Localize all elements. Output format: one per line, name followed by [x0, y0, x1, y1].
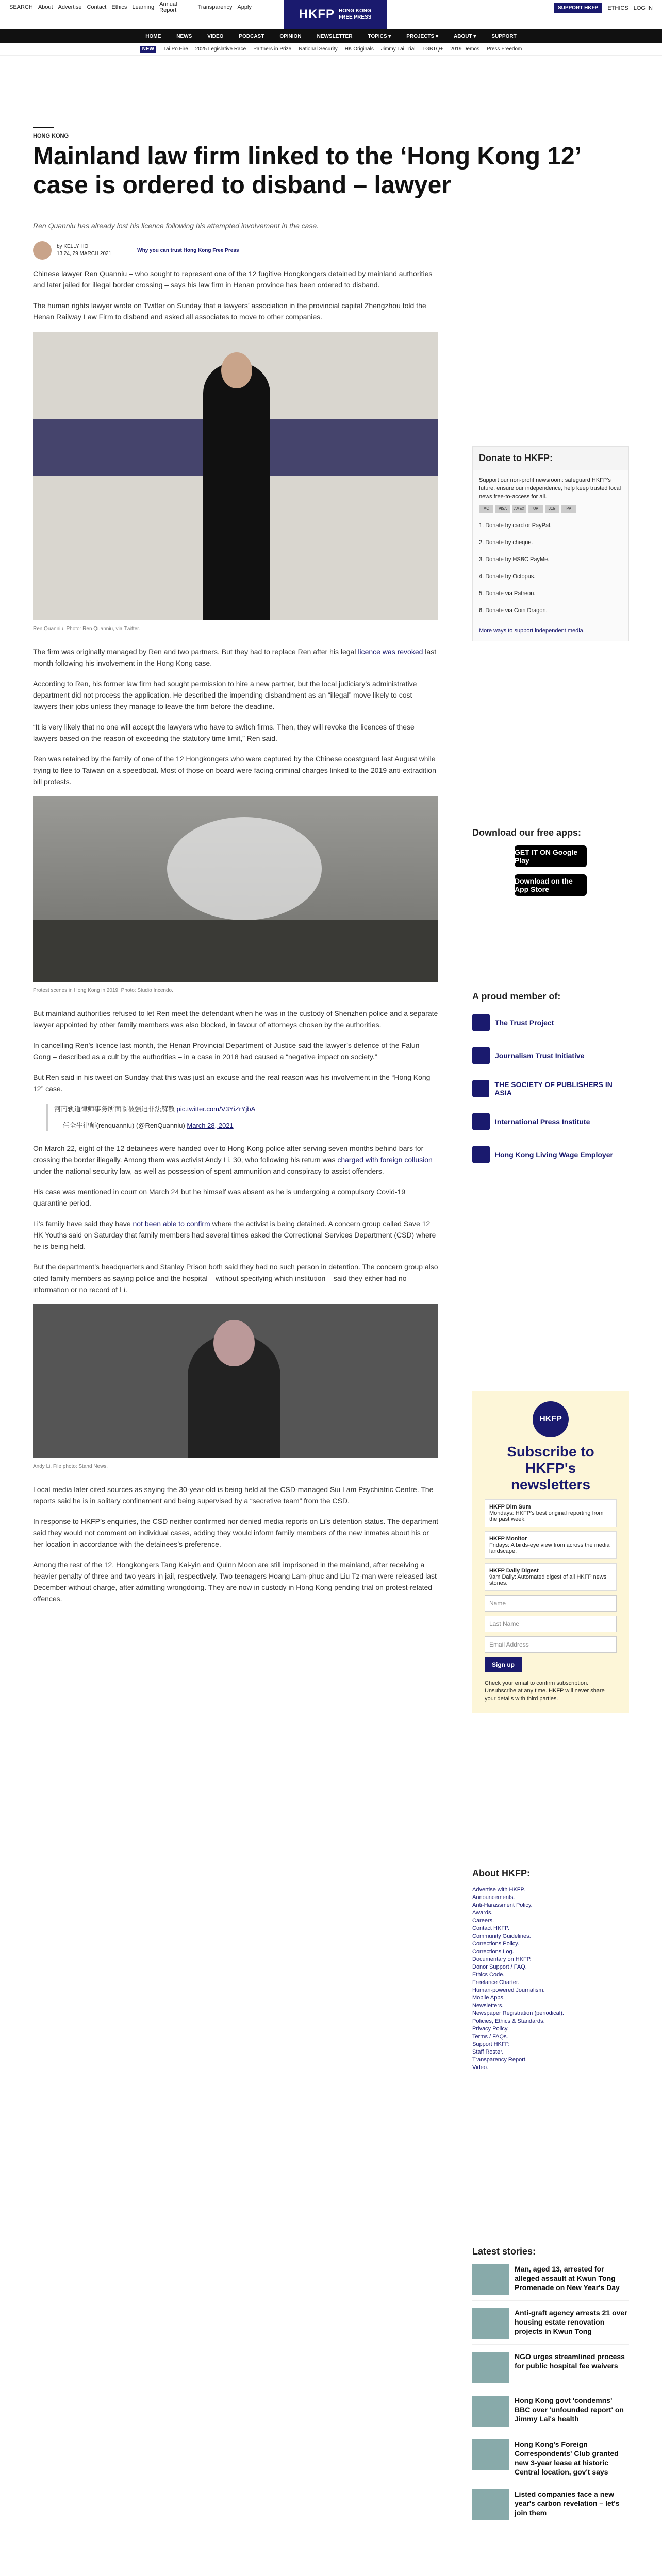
card-icon: VISA: [495, 505, 510, 513]
story-thumbnail: [472, 2439, 509, 2470]
paragraph: Local media later cited sources as saying the 30-year-old is being held at the CSD-managed Siu Lam Psychiatric Centre. The reports said he is in solitary confinement and being supervised by a “secretive team” from the CSD.: [33, 1485, 434, 1505]
more-ways-link[interactable]: More ways to support independent media.: [479, 628, 585, 634]
newsletter-option[interactable]: HKFP Daily Digest 9am Daily: Automated digest of all HKFP news stories.: [485, 1563, 617, 1591]
about-link[interactable]: Video.: [472, 2064, 488, 2071]
story-thumbnail: [472, 2396, 509, 2427]
newsletter-note: Check your email to confirm subscription. Unsubscribe at any time. HKFP will never share your details with third parties.: [485, 1680, 605, 1702]
topbar-link-search[interactable]: SEARCH: [9, 4, 33, 10]
photo-ren-quanniu: [33, 332, 438, 620]
latest-story[interactable]: Listed companies face a new year's carbon revelation – let's join them: [472, 2489, 629, 2526]
ipi-icon: [472, 1113, 490, 1130]
latest-title: Latest stories:: [472, 2246, 536, 2257]
nav-newsletter[interactable]: NEWSLETTER: [317, 33, 353, 39]
topbar-link-apply[interactable]: Apply: [237, 4, 252, 10]
google-play-button[interactable]: GET IT ON Google Play: [515, 845, 587, 867]
card-icon: UP: [528, 505, 543, 513]
about-link[interactable]: Human-powered Journalism.: [472, 1987, 545, 1993]
apps-box: [472, 827, 629, 903]
email-field[interactable]: Email Address: [485, 1636, 617, 1653]
topbar-link-ethics[interactable]: Ethics: [111, 4, 127, 10]
main-nav: [0, 29, 662, 43]
donate-option[interactable]: 3. Donate by HSBC PayMe.: [479, 551, 622, 568]
trending-link[interactable]: Press Freedom: [486, 46, 522, 52]
latest-story[interactable]: Man, aged 13, arrested for alleged assault at Kwun Tong Promenade on New Year's Day: [472, 2264, 629, 2301]
author-avatar: [33, 241, 52, 260]
member-logo[interactable]: THE SOCIETY OF PUBLISHERS IN ASIA: [472, 1076, 629, 1101]
byline-meta: [57, 243, 111, 258]
topbar-link-annual-report[interactable]: Annual Report: [159, 1, 177, 13]
donate-option[interactable]: 4. Donate by Octopus.: [479, 568, 622, 585]
about-link[interactable]: Community Guidelines.: [472, 1933, 531, 1939]
topbar-link-ethics-right[interactable]: ETHICS: [607, 5, 628, 11]
paragraph: In cancelling Ren’s licence last month, the Henan Provincial Department of Justice said the lawyer’s defence of the Falun Gong – described as a cult by the authorities – in a case in 2018 had caused a “negative impact on society.”: [33, 1041, 420, 1061]
paragraph: On March 22, eight of the 12 detainees were handed over to Hong Kong police after serving seven months behind bars for crossing the border illegally. Among them was activist Andy Li, 30, who following his return was charged with foreign collusion under the national security law, as well as possession of spent ammunition and conspiracy to assist offenders.: [33, 1144, 433, 1175]
card-icon: JCB: [545, 505, 559, 513]
byline: [33, 241, 445, 260]
story-thumbnail: [472, 2352, 509, 2383]
living-wage-icon: [472, 1146, 490, 1163]
paragraph: The firm was originally managed by Ren and two partners. But they had to replace Ren after his legal licence was revoked last month following his involvement in the Hong Kong case.: [33, 648, 437, 667]
card-icon: MC: [479, 505, 493, 513]
about-link[interactable]: Newspaper Registration (periodical).: [472, 2010, 564, 2016]
about-link[interactable]: Newsletters.: [472, 2003, 504, 2009]
sopa-icon: [472, 1080, 489, 1097]
trending-link[interactable]: LGBTQ+: [422, 46, 443, 52]
trending-link[interactable]: Tai Po Fire: [163, 46, 188, 52]
paragraph: Ren was retained by the family of one of the 12 Hongkongers who were captured by the Chinese coastguard last August while trying to flee to Taiwan on a speedboat. Most of those on board were facing criminal charges linked to the 2019 anti-extradition bill protests.: [33, 755, 436, 786]
donate-option[interactable]: 6. Donate via Coin Dragon.: [479, 602, 622, 619]
card-icon: PP: [561, 505, 576, 513]
about-link[interactable]: Policies, Ethics & Standards.: [472, 2018, 545, 2024]
trending-link[interactable]: 2019 Demos: [450, 46, 479, 52]
member-logo[interactable]: Journalism Trust Initiative: [472, 1043, 629, 1068]
member-logo[interactable]: Hong Kong Living Wage Employer: [472, 1142, 629, 1167]
topbar-link-learning[interactable]: Learning: [132, 4, 155, 10]
paragraph: But mainland authorities refused to let Ren meet the defendant when he was in the custody of Shenzhen police and a separate lawyer appointed by other family members was also blocked, in favour of attorneys chosen by the authorities.: [33, 1009, 438, 1029]
trending-bar: [0, 43, 662, 56]
about-link[interactable]: Corrections Policy.: [472, 1941, 519, 1947]
newsletter-logo: HKFP: [533, 1401, 569, 1437]
about-link[interactable]: Privacy Policy.: [472, 2026, 509, 2032]
donate-box: [472, 446, 629, 641]
donate-option[interactable]: 2. Donate by cheque.: [479, 534, 622, 551]
about-link[interactable]: Documentary on HKFP.: [472, 1956, 532, 1962]
story-thumbnail: [472, 2489, 509, 2520]
divider: [33, 127, 54, 128]
donate-text[interactable]: Support our non-profit newsroom: safeguard HKFP's future, ensure our independence, help keep trusted local news free-to-access for all.: [479, 477, 621, 500]
card-icon: AMEX: [512, 505, 526, 513]
topbar-link-about[interactable]: About: [38, 4, 53, 10]
nav-opinion[interactable]: OPINION: [279, 33, 302, 39]
licence-link[interactable]: licence was revoked: [358, 648, 423, 656]
about-link[interactable]: Corrections Log.: [472, 1948, 514, 1955]
topbar-link-contact[interactable]: Contact: [87, 4, 107, 10]
donate-title: Donate to HKFP:: [473, 447, 628, 470]
trending-link[interactable]: 2025 Legislative Race: [195, 46, 246, 52]
about-link[interactable]: Transparency Report.: [472, 2057, 527, 2063]
nav-about[interactable]: ABOUT ▾: [454, 33, 476, 39]
nav-video[interactable]: VIDEO: [207, 33, 224, 39]
about-link[interactable]: Support HKFP.: [472, 2041, 510, 2047]
about-link[interactable]: Mobile Apps.: [472, 1995, 505, 2001]
new-badge: NEW: [140, 46, 156, 53]
photo-caption: Protest scenes in Hong Kong in 2019. Photo: Studio Incendo.: [33, 988, 173, 993]
newsletter-title: Subscribe to HKFP's newsletters: [507, 1444, 594, 1493]
signup-button[interactable]: Sign up: [485, 1657, 522, 1672]
trending-link[interactable]: National Security: [299, 46, 338, 52]
payment-cards: [479, 505, 622, 513]
foreign-collusion-link[interactable]: charged with foreign collusion: [337, 1156, 433, 1164]
story-thumbnail: [472, 2264, 509, 2295]
nav-projects[interactable]: PROJECTS ▾: [406, 33, 438, 39]
member-logo[interactable]: The Trust Project: [472, 1010, 629, 1035]
paragraph: But Ren said in his tweet on Sunday that this was just an excuse and the real reason was his involvement in the “Hong Kong 12” case.: [33, 1073, 431, 1093]
newsletter-option[interactable]: HKFP Monitor Fridays: A birds-eye view from across the media landscape.: [485, 1531, 617, 1559]
embedded-tweet: [46, 1104, 438, 1131]
about-link[interactable]: Advertise with HKFP.: [472, 1887, 525, 1893]
donate-option[interactable]: 5. Donate via Patreon.: [479, 585, 622, 602]
about-link[interactable]: Anti-Harassment Policy.: [472, 1902, 533, 1908]
newsletter-option[interactable]: HKFP Dim Sum Mondays: HKFP's best original reporting from the past week.: [485, 1499, 617, 1527]
paragraph: “It is very likely that no one will accept the lawyers who have to switch firms. Then, they will revoke the licences of these lawyers based on the reason of exceeding the statutory time limit,” Ren said.: [33, 723, 415, 742]
trust-project-icon: [472, 1014, 490, 1031]
donate-option[interactable]: 1. Donate by card or PayPal.: [479, 517, 622, 534]
category-tag[interactable]: HONG KONG: [33, 133, 69, 139]
nav-topics[interactable]: TOPICS ▾: [368, 33, 391, 39]
publish-date: 13:24, 29 MARCH 2021: [57, 251, 112, 257]
about-link[interactable]: Awards.: [472, 1910, 493, 1916]
jti-icon: [472, 1047, 490, 1064]
about-list: [472, 1886, 629, 2072]
trending-link[interactable]: Jimmy Lai Trial: [380, 46, 416, 52]
support-hkfp-button[interactable]: SUPPORT HKFP: [554, 3, 602, 13]
topbar-link-advertise[interactable]: Advertise: [58, 4, 82, 10]
photo-caption: Andy Li. File photo: Stand News.: [33, 1464, 108, 1469]
article-body: [33, 268, 438, 1614]
trust-link[interactable]: Why you can trust Hong Kong Free Press: [137, 247, 239, 253]
latest-story[interactable]: Anti-graft agency arrests 21 over housing estate renovation projects in Kwun Tong: [472, 2308, 629, 2345]
topbar-link-transparency[interactable]: Transparency: [197, 4, 233, 10]
author-name[interactable]: by KELLY HO: [57, 244, 89, 249]
photo-caption: Ren Quanniu. Photo: Ren Quanniu, via Twitter.: [33, 626, 140, 632]
about-link[interactable]: Staff Roster.: [472, 2049, 504, 2055]
tweet-text: 河南轨道律师事务所面临被强迫非法解散: [54, 1105, 175, 1113]
not-confirm-link[interactable]: not been able to confirm: [133, 1219, 210, 1228]
tweet-date-link[interactable]: March 28, 2021: [187, 1122, 234, 1129]
about-link[interactable]: Contact HKFP.: [472, 1925, 509, 1931]
paragraph: Among the rest of the 12, Hongkongers Tang Kai-yin and Quinn Moon are still imprisoned in the mainland, after receiving a heavier penalty of three and two years in jail, respectively. Two teenagers Hoang Lam-phuc and Liu Tz-man were released last December without charge, after admitting wrongdoing. They are now in custody in Hong Kong pending trial on protest-related offences.: [33, 1561, 437, 1603]
tweet-pic-link[interactable]: pic.twitter.com/V3YiZrYjbA: [176, 1105, 256, 1113]
about-link[interactable]: Donor Support / FAQ.: [472, 1964, 527, 1970]
nav-home[interactable]: HOME: [145, 33, 161, 39]
app-store-button[interactable]: Download on the App Store: [515, 874, 587, 896]
photo-andy-li: [33, 1304, 438, 1458]
paragraph: In response to HKFP’s enquiries, the CSD neither confirmed nor denied media reports on Li’s detention status. The department said they would not comment on individual cases, adding they would inform family members of the new inmates about his or her location in accordance with the detainees’s preference.: [33, 1517, 438, 1548]
about-link[interactable]: Ethics Code.: [472, 1972, 505, 1978]
member-logo[interactable]: International Press Institute: [472, 1109, 629, 1134]
about-title: About HKFP:: [472, 1868, 530, 1878]
about-link[interactable]: Announcements.: [472, 1894, 515, 1901]
apps-title: Download our free apps:: [472, 827, 582, 838]
name-field[interactable]: Name: [485, 1595, 617, 1612]
last-name-field[interactable]: Last Name: [485, 1616, 617, 1632]
paragraph: Li’s family have said they have not been able to confirm where the activist is being detained. A concern group called Save 12 HK Youths said on Saturday that family members had several times asked the Correctional Services Department (CSD) where he is being held.: [33, 1219, 436, 1250]
nav-news[interactable]: NEWS: [176, 33, 192, 39]
membership-box: [472, 991, 629, 1167]
newsletter-box: [472, 1391, 629, 1713]
latest-story[interactable]: Hong Kong govt 'condemns' BBC over 'unfounded report' on Jimmy Lai's health: [472, 2396, 629, 2432]
logo-mark: HKFP: [299, 7, 335, 21]
proud-title: A proud member of:: [472, 991, 561, 1002]
login-link[interactable]: LOG IN: [633, 5, 653, 11]
site-logo[interactable]: [284, 0, 387, 29]
trending-link[interactable]: HK Originals: [344, 46, 374, 52]
about-link[interactable]: Careers.: [472, 1918, 494, 1924]
nav-podcast[interactable]: PODCAST: [239, 33, 264, 39]
latest-stories: [472, 2246, 629, 2526]
latest-story[interactable]: NGO urges streamlined process for public hospital fee waivers: [472, 2352, 629, 2388]
paragraph: The human rights lawyer wrote on Twitter on Sunday that a lawyers’ association in the provincial capital Zhengzhou told the Henan Railway Law Firm to disband and asked all associates to move to other companies.: [33, 301, 426, 321]
paragraph: Chinese lawyer Ren Quanniu – who sought to represent one of the 12 fugitive Hongkongers detained by mainland authorities and later jailed for illegal border crossing – says his law firm in Henan province has been ordered to disband.: [33, 269, 433, 289]
nav-support[interactable]: SUPPORT: [491, 33, 517, 39]
about-link[interactable]: Freelance Charter.: [472, 1979, 520, 1986]
about-link[interactable]: Terms / FAQs.: [472, 2033, 508, 2040]
about-box: [472, 1868, 629, 2072]
article-lead: Ren Quanniu has already lost his licence following his attempted involvement in the case.: [33, 222, 319, 230]
latest-story[interactable]: Hong Kong's Foreign Correspondents' Club granted new 3-year lease at historic Central location, gov't says: [472, 2439, 629, 2482]
paragraph: According to Ren, his former law firm had sought permission to hire a new partner, but the local judiciary’s administrative department did not process the application. He described the impending disbandment as an “illegal” move likely to cost lawyers their jobs unless they manage to leave the firm before the deadline.: [33, 680, 417, 710]
tweet-author: — 任全牛律师(renquanniu) (@RenQuanniu): [54, 1122, 185, 1129]
photo-protest: [33, 796, 438, 982]
paragraph: But the department’s headquarters and Stanley Prison both said they had no such person in detention. The concern group also cited family members as saying police and the hospital – without specifying which institution – said they either had no information or no record of Li.: [33, 1263, 438, 1294]
article-title: Mainland law firm linked to the ‘Hong Kong 12’ case is ordered to disband – lawyer: [33, 143, 581, 199]
story-thumbnail: [472, 2308, 509, 2339]
paragraph: His case was mentioned in court on March 24 but he himself was absent as he is undergoing a compulsory Covid-19 quarantine period.: [33, 1188, 406, 1207]
trending-link[interactable]: Partners in Prize: [253, 46, 292, 52]
logo-text: HONG KONG FREE PRESS: [338, 8, 372, 20]
